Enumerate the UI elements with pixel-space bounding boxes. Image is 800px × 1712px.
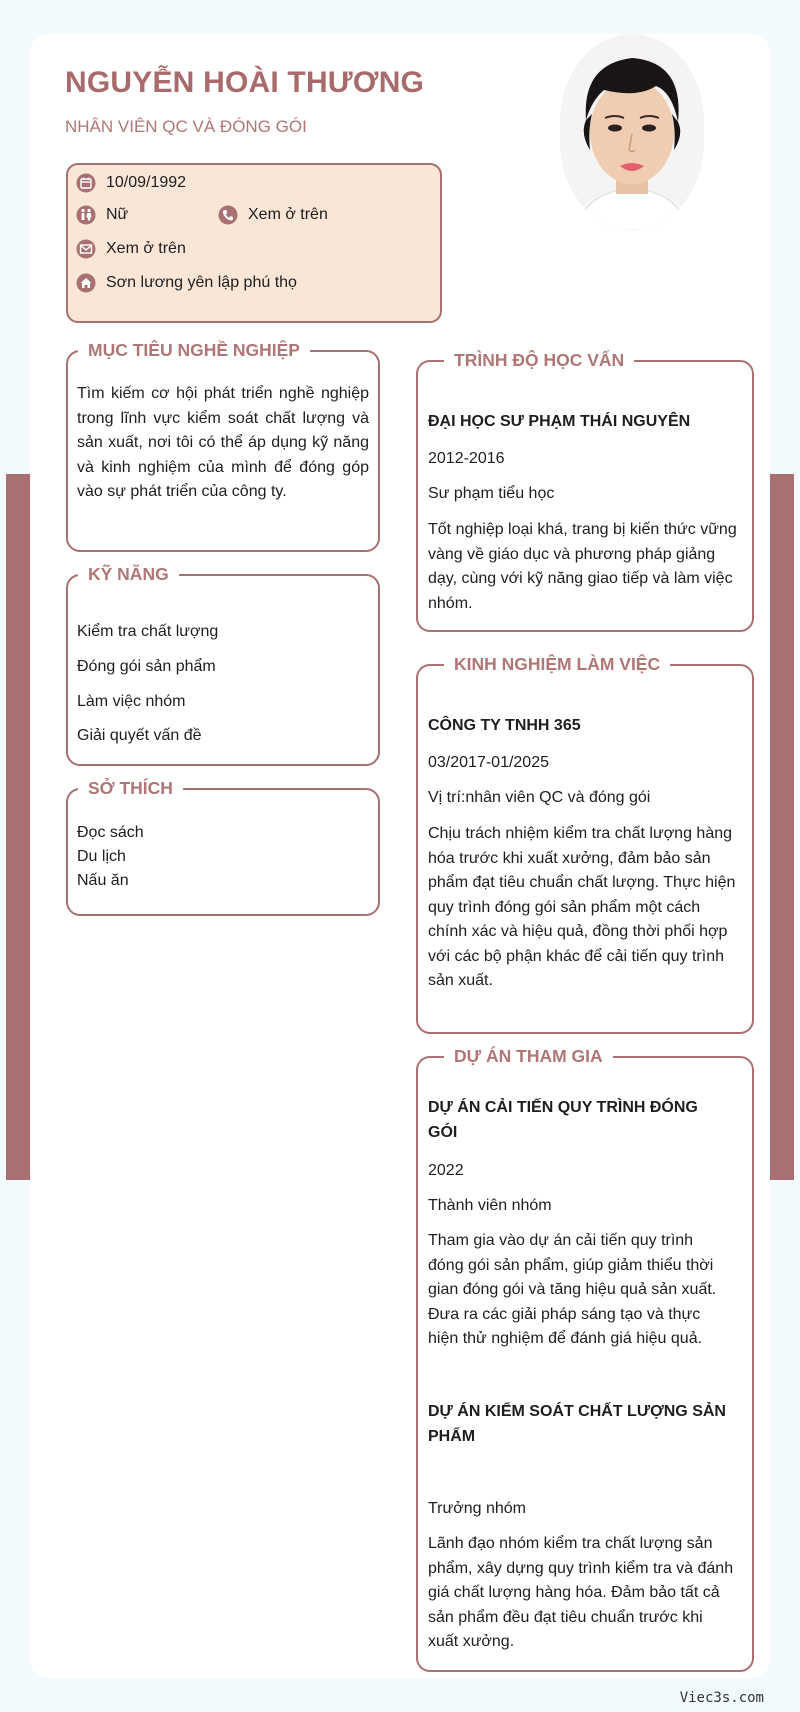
site-watermark: Viec3s.com [679, 1690, 764, 1706]
birthday-row [76, 173, 186, 193]
education-school: ĐẠI HỌC SƯ PHẠM THÁI NGUYÊN [428, 413, 691, 430]
experience-description: Chịu trách nhiệm kiểm tra chất lượng hàng hóa trước khi xuất xưởng, đảm bảo sản phẩm đạt tiêu chuẩn chất lượng. Thực hiện quy trình đóng gói sản phẩm một cách chính xác và hiệu quả, đồng thời phối hợp với các bộ phận khác để cải tiến quy trình sản xuất. [428, 825, 736, 989]
project-year: 2022 [428, 1162, 464, 1179]
education-description: Tốt nghiệp loại khá, trang bị kiến thức vững vàng về giáo dục và phương pháp giảng dạy, cùng với kỹ năng giao tiếp và làm việc nhóm. [428, 521, 737, 612]
skill-item: Làm việc nhóm [77, 693, 186, 710]
gender-icon [76, 205, 96, 225]
projects-title: DỰ ÁN THAM GIA [444, 1044, 613, 1068]
profile-photo [560, 34, 704, 230]
project-role: Trưởng nhóm [428, 1500, 526, 1517]
gender-value: Nữ [106, 206, 129, 223]
experience-title: KINH NGHIỆM LÀM VIỆC [444, 652, 670, 676]
envelope-icon [76, 239, 96, 259]
address-row [76, 273, 297, 293]
left-accent-band [6, 474, 30, 1180]
phone-icon [218, 205, 238, 225]
skill-item: Đóng gói sản phẩm [77, 658, 216, 675]
objective-title: MỤC TIÊU NGHỀ NGHIỆP [78, 338, 310, 362]
education-period: 2012-2016 [428, 450, 505, 467]
home-icon [76, 273, 96, 293]
project-name: DỰ ÁN KIỂM SOÁT CHẤT LƯỢNG SẢN PHẨM [428, 1403, 726, 1445]
candidate-job-title: NHÂN VIÊN QC VÀ ĐÓNG GÓI [65, 117, 307, 136]
experience-position: Vị trí:nhân viên QC và đóng gói [428, 789, 651, 806]
skills-title: KỸ NĂNG [78, 562, 179, 586]
birthday-value: 10/09/1992 [106, 174, 187, 191]
right-accent-band [770, 474, 794, 1180]
calendar-icon [76, 173, 96, 193]
email-row [76, 239, 186, 259]
skill-item: Kiểm tra chất lượng [77, 623, 219, 640]
project-description: Tham gia vào dự án cải tiến quy trình đóng gói sản phẩm, giúp giảm thiểu thời gian đóng gói và tăng hiệu quả sản xuất. Đưa ra các giải pháp sáng tạo và thực hiện thử nghiệm để đánh giá hiệu quả. [428, 1232, 717, 1347]
project-name: DỰ ÁN CẢI TIẾN QUY TRÌNH ĐÓNG GÓI [428, 1099, 698, 1141]
gender-row [76, 205, 128, 225]
skill-item: Giải quyết vấn đề [77, 727, 202, 744]
hobby-item: Đọc sách [77, 824, 144, 841]
education-major: Sư phạm tiểu học [428, 485, 555, 502]
candidate-name: NGUYỄN HOÀI THƯƠNG [65, 66, 425, 99]
project-role: Thành viên nhóm [428, 1197, 552, 1214]
hobbies-title: SỞ THÍCH [78, 776, 183, 800]
hobby-item: Du lịch [77, 848, 126, 865]
experience-company: CÔNG TY TNHH 365 [428, 717, 581, 734]
experience-period: 03/2017-01/2025 [428, 754, 549, 771]
project-description: Lãnh đạo nhóm kiểm tra chất lượng sản phẩm, xây dựng quy trình kiểm tra và đánh giá chất lượng hàng hóa. Đảm bảo tất cả sản phẩm đều đạt tiêu chuẩn trước khi xuất xưởng. [428, 1535, 734, 1650]
hobby-item: Nấu ăn [77, 872, 129, 889]
objective-text: Tìm kiếm cơ hội phát triển nghề nghiệp trong lĩnh vực kiểm soát chất lượng và sản xuất, nơi tôi có thể áp dụng kỹ năng và kinh nghiệm của mình để đóng góp vào sự phát triển của công ty. [77, 385, 369, 500]
phone-row [218, 205, 328, 225]
email-value: Xem ở trên [106, 240, 186, 257]
phone-value: Xem ở trên [248, 206, 328, 223]
education-title: TRÌNH ĐỘ HỌC VẤN [444, 348, 634, 372]
address-value: Sơn lương yên lập phú thọ [106, 274, 297, 291]
